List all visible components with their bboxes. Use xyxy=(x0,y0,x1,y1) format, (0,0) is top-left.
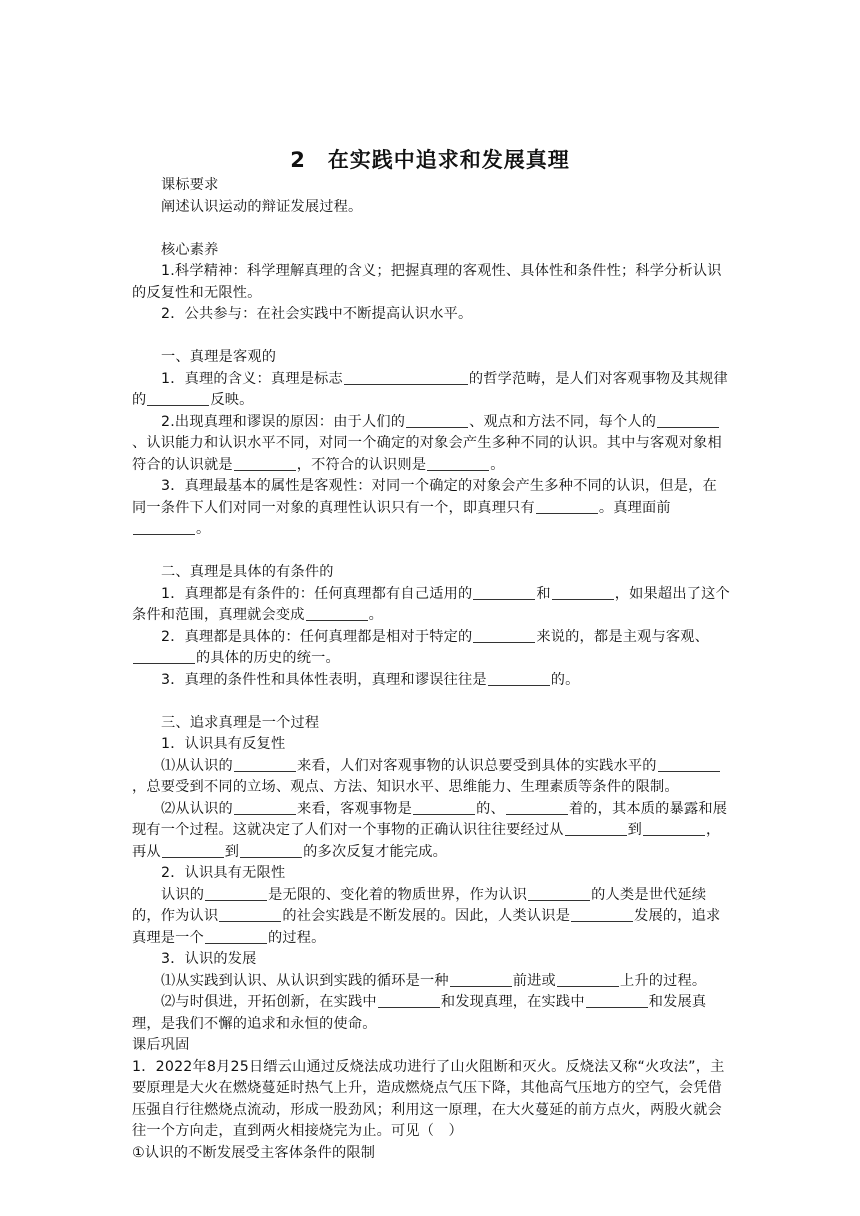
section1-item-1: 1．真理的含义：真理是标志 的哲学范畴，是人们对客观事物及其规律的 反映。 xyxy=(132,370,728,408)
blank[interactable] xyxy=(133,519,195,535)
section1-heading: 一、真理是客观的 xyxy=(161,349,277,365)
section3-sub1-para-2: ⑵从认识的 来看，客观事物是 的、 着的，其本质的暴露和展现有一个过程。这就决定了人们对一个事物的正确认识往往要经过从 到 ，再从 到 的多次反复才能完成。 xyxy=(132,800,728,860)
blank[interactable] xyxy=(565,820,627,836)
section2-heading: 二、真理是具体的有条件的 xyxy=(161,564,334,580)
section1-item-3: 3．真理最基本的属性是客观性：对同一个确定的对象会产生多种不同的认识，但是，在同一条件下人们对同一对象的真理性认识只有一个，即真理只有 。真理面前。 xyxy=(132,478,717,537)
blank[interactable] xyxy=(427,455,489,471)
blank[interactable] xyxy=(234,799,296,815)
curriculum-heading: 课标要求 xyxy=(161,177,219,193)
section2-item-3: 3．真理的条件性和具体性表明，真理和谬误往往是 的。 xyxy=(161,671,580,688)
competence-heading: 核心素养 xyxy=(161,241,219,258)
section1-item-2: 2.出现真理和谬误的原因：由于人们的 、观点和方法不同，每个人的、认识能力和认识水平不同，对同一个确定的对象会产生多种不同的认识。其中与客观对象相符合的认识就是 ，不符合的认识则是 。 xyxy=(132,413,722,473)
blank[interactable] xyxy=(536,498,598,514)
section3-sub-2: 2．认识具有无限性 xyxy=(161,865,286,881)
competence-item-1: 1.科学精神：科学理解真理的含义；把握真理的客观性、具体性和条件性；科学分析认识的反复性和无限性。 xyxy=(132,263,722,301)
blank[interactable] xyxy=(657,412,719,428)
section2-item-2: 2．真理都是具体的：任何真理都是相对于特定的 来说的，都是主观与客观、的具体的历史的统一。 xyxy=(132,627,730,670)
blank[interactable] xyxy=(162,842,224,858)
blank[interactable] xyxy=(234,455,296,471)
section2-item-1: 1．真理都是有条件的：任何真理都有自己适用的 和 ，如果超出了这个条件和范围，真理就会变成 。 xyxy=(132,585,730,623)
exercise-option-1: ①认识的不断发展受主客体条件的限制 xyxy=(132,1144,376,1161)
section3-sub-1: 1．认识具有反复性 xyxy=(161,736,286,752)
blank[interactable] xyxy=(378,992,440,1008)
blank[interactable] xyxy=(406,412,468,428)
blank[interactable] xyxy=(473,584,535,600)
exercise-question-1: 1．2022年8月25日缙云山通过反烧法成功进行了山火阻断和灭火。反烧法又称“火攻法”，主要原理是大火在燃烧蔓延时热气上升，造成燃烧点气压下降，其他高气压地方的空气，会凭借压强自行往燃烧点流动，形成一股劲风；利用这一原理，在大火蔓延的前方点火，两股火就会往一个方向走，直到两火相接烧完为止。可见（ ） xyxy=(132,1058,725,1139)
blank[interactable] xyxy=(506,799,568,815)
section3-sub3-para-1: ⑴从实践到认识、从认识到实践的循环是一种 前进或 上升的过程。 xyxy=(161,972,707,989)
blank[interactable] xyxy=(473,627,535,643)
section3-sub-3: 3．认识的发展 xyxy=(161,951,257,967)
blank[interactable] xyxy=(133,648,195,664)
section3-sub3-para-2: ⑵与时俱进，开拓创新，在实践中 和发现真理，在实践中 和发展真理，是我们不懈的追求和永恒的使命。 xyxy=(132,994,707,1032)
exercise-heading: 课后巩固 xyxy=(132,1037,190,1053)
curriculum-text: 阐述认识运动的辩证发展过程。 xyxy=(161,198,363,215)
blank[interactable] xyxy=(219,906,281,922)
blank[interactable] xyxy=(488,670,550,686)
blank[interactable] xyxy=(205,928,267,944)
section3-heading: 三、追求真理是一个过程 xyxy=(161,714,320,731)
blank[interactable] xyxy=(658,756,720,772)
blank[interactable] xyxy=(234,756,296,772)
blank[interactable] xyxy=(147,390,209,406)
section3-sub1-para-1: ⑴从认识的 来看，人们对客观事物的认识总要受到具体的实践水平的，总要受到不同的立场、观点、方法、知识水平、思维能力、生理素质等条件的限制。 xyxy=(132,756,730,799)
blank[interactable] xyxy=(557,971,619,987)
blank[interactable] xyxy=(450,971,512,987)
blank[interactable] xyxy=(528,885,590,901)
blank[interactable] xyxy=(571,906,633,922)
blank[interactable] xyxy=(552,584,614,600)
competence-item-2: 2．公共参与：在社会实践中不断提高认识水平。 xyxy=(161,306,473,322)
blank[interactable] xyxy=(306,605,368,621)
blank[interactable] xyxy=(643,820,705,836)
blank[interactable] xyxy=(240,842,302,858)
page-title: 2 在实践中追求和发展真理 xyxy=(290,148,570,172)
blank[interactable] xyxy=(344,369,468,385)
blank[interactable] xyxy=(205,885,267,901)
document-body xyxy=(132,175,730,1164)
blank[interactable] xyxy=(586,992,648,1008)
section3-sub2-para: 认识的 是无限的、变化着的物质世界，作为认识 的人类是世代延续的，作为认识 的社会实践是不断发展的。因此，人类认识是 发展的，追求真理是一个 的过程。 xyxy=(132,886,721,946)
blank[interactable] xyxy=(413,799,475,815)
